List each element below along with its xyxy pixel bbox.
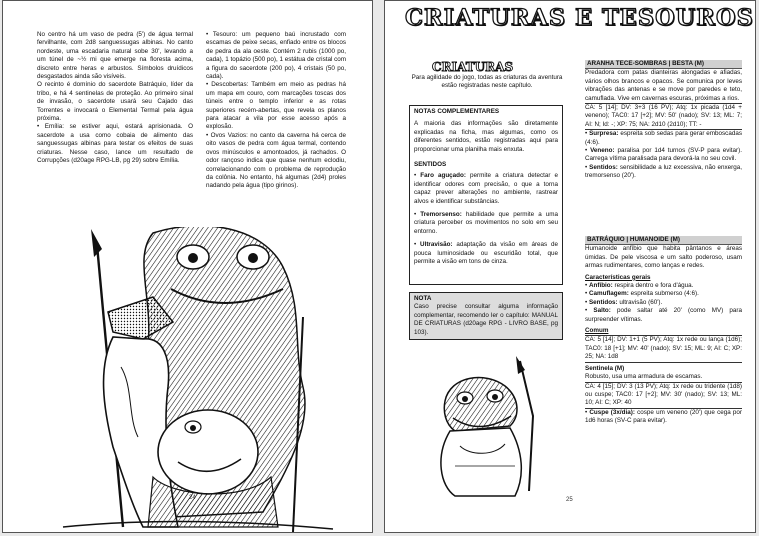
senses-title: SENTIDOS bbox=[414, 161, 447, 169]
spider-trait: • Sentidos: sensibilidade a luz excessiva, não enxerga, tremorsenso (20'). bbox=[585, 163, 742, 180]
general-trait: • Salto: pode saltar até 20' (como MV) para surpreender vítimas. bbox=[585, 307, 742, 323]
paragraph: • Tesouro: um pequeno baú incrustado com escamas de peixe secas, enfiado entre os blocos de pedra da ala oeste. Contém 2 rubis (1000 po, cada), 1 topázio (500 po), 1 estátua de cristal com a figura do sacerdote (200 po), 4 cristais (50 po, cada). bbox=[206, 31, 347, 81]
batraquio-desc: Humanoide anfíbio que habita pântanos e áreas úmidas. De pele viscosa e um salto poderoso, usam armas rudimentares, como lanças e redes. bbox=[585, 245, 742, 270]
batraquio-stat-block bbox=[585, 236, 742, 426]
paragraph: • Ovos Vazios: no canto da caverna há cerca de oito vasos de pedra com água termal, contendo ovos minúsculos e amontoados, já rachados. O odor rançoso indica que quase nenhum eclodiu, correlacionando com o problema de reprodução da colônia. No entanto, há algumas (2d4) proles nadando pela água (tipo girinos). bbox=[206, 131, 346, 190]
spider-stat-block bbox=[585, 60, 742, 181]
paragraph: • Emília: se estiver aqui, estará aprisionada. O sacerdote a usa como cobaia de alimento das sanguessugas albinas para testar os efeitos de suas criaturas. Nesse caso, lance um resultado de Corrupções (d20age RPG-LB, pg 29) sobre Emília. bbox=[37, 123, 193, 165]
notes-text: A maioria das informações são diretamente explicadas na ficha, mas algumas, como os diferentes sentidos, estão registradas aqui para proporcionar uma planilha mais enxuta. bbox=[414, 120, 558, 153]
notes-title: NOTAS COMPLEMENTARES bbox=[414, 108, 500, 115]
intro-text: Para agilidade do jogo, todas as criaturas da aventura estão registradas neste capítulo. bbox=[411, 74, 563, 90]
sentinel-title: Sentinela (M) bbox=[585, 364, 625, 372]
right-page bbox=[384, 0, 756, 533]
sentinel-trait: • Cuspe (3x/dia): cospe um veneno (20') que cega por 1d6 horas (SV-C para evitar). bbox=[585, 408, 742, 425]
paragraph: O recinto é domínio do sacerdote Batráquio, líder da tribo, e há 4 sentinelas de proteção. Ao primeiro sinal de invasão, o sacerdote usará seu Cajado das Torrentes e invocará o Elemental Termal pela água próxima. bbox=[37, 81, 193, 123]
spider-header: ARANHA TECE-SOMBRAS | BESTA (M) bbox=[585, 60, 742, 69]
sense-item: • Tremorsenso: habilidade que permite a uma criatura perceber os movimentos no solo em seu entorno. bbox=[414, 211, 558, 235]
spider-trait: • Surpresa: espreita sob sedas para gerar emboscadas (4:6). bbox=[585, 130, 742, 146]
frog-warriors-illustration bbox=[3, 227, 373, 533]
spider-stats: CA: 5 [14]; DV: 3+3 (16 PV); Atq: 1x picada (1d4 + veneno); TAC0: 17 [+2]; MV: 50' (nado); SV: 13; ML: 7; AI: N; Id: -; XP: 75; NA: 2d10 (2d10); TT: - bbox=[585, 103, 742, 130]
nota-title: NOTA bbox=[414, 295, 432, 302]
nota-box bbox=[409, 292, 563, 340]
general-trait: • Sentidos: ultravisão (60'). bbox=[585, 298, 663, 306]
paragraph: No centro há um vaso de pedra (5') de água termal fervilhante, com 2d8 sanguessugas albinas. No canto nordeste, uma escadaria natural sobe 30', levando a um túnel de ~½ mi que emerge na floresta acima, discreto entre heras e arbustos. Símbolos druídicos desgastados ainda são visíveis. bbox=[37, 31, 193, 81]
page-number: 25 bbox=[566, 497, 573, 503]
general-trait: • Camuflagem: espreita submerso (4:6). bbox=[585, 290, 699, 298]
sentinel-stats: CA: 4 [15]; DV: 3 (13 PV); Atq: 1x rede ou tridente (1d8) ou cuspe; TAC0: 17 [+2]; MV: 30' (nado); SV: 13; ML: 10; AI: C; XP: 40 bbox=[585, 382, 742, 409]
spider-trait: • Veneno: paralisa por 1d4 turnos (SV-P para evitar). Carrega vítima paralisada para devorá-la no seu covil. bbox=[585, 147, 742, 163]
paragraph: • Descobertas: Também em meio as pedras há um mapa em couro, com marcações toscas dos túneis entre o templo inferior e as rotas superiores recém-abertas, que revela os planos para atacar a vila por esse acesso após a explosão. bbox=[206, 81, 346, 131]
section-title: CRIATURAS bbox=[432, 60, 514, 74]
general-trait: • Anfíbio: respira dentro e fora d'água. bbox=[585, 282, 694, 290]
left-column-2 bbox=[206, 31, 346, 191]
page-title: CRIATURAS E TESOUROS bbox=[405, 5, 754, 31]
sense-item: • Faro aguçado: permite a criatura detectar e identificar odores com precisão, o que a torna capaz prever alterações no ambiente, rastrear alvos e identificar substâncias. bbox=[414, 172, 559, 205]
batraquio-illustration bbox=[425, 356, 550, 501]
batraquio-header: BATRÁQUIO | HUMANOIDE (M) bbox=[585, 236, 742, 245]
common-title: Comum bbox=[585, 327, 609, 335]
notes-box bbox=[409, 105, 563, 285]
left-column-1 bbox=[37, 31, 193, 166]
common-stats: CA: 5 [14]; DV: 1+1 (5 PV); Atq: 1x rede ou lança (1d6); TAC0: 18 [+1]; MV: 40' (nado); SV: 15; ML: 9; AI: C; XP: 25; NA: 1d8 bbox=[585, 335, 742, 362]
page-number: 24 bbox=[189, 495, 196, 501]
sense-item: • Ultravisão: adaptação da visão em áreas de pouca luminosidade ou escuridão total, que permite a visão em tons de cinza. bbox=[414, 241, 558, 266]
left-page bbox=[2, 0, 373, 533]
general-title: Características gerais bbox=[585, 273, 651, 281]
sentinel-desc: Robusto, usa uma armadura de escamas. bbox=[585, 373, 703, 381]
nota-text: Caso precise consultar alguma informação complementar, recomendo ler o capítulo: MANUAL DE CRIATURAS (d20age RPG - LIVRO BASE, pg 103). bbox=[414, 303, 558, 336]
spider-desc: Predadora com patas dianteiras alongadas e afiadas, vários olhos brancos e opacos. Se comunica por leves vibrações das antenas e se move por paredes e teto, camuflada. Vive em cavernas escuras, próximas a rios. bbox=[585, 69, 742, 102]
